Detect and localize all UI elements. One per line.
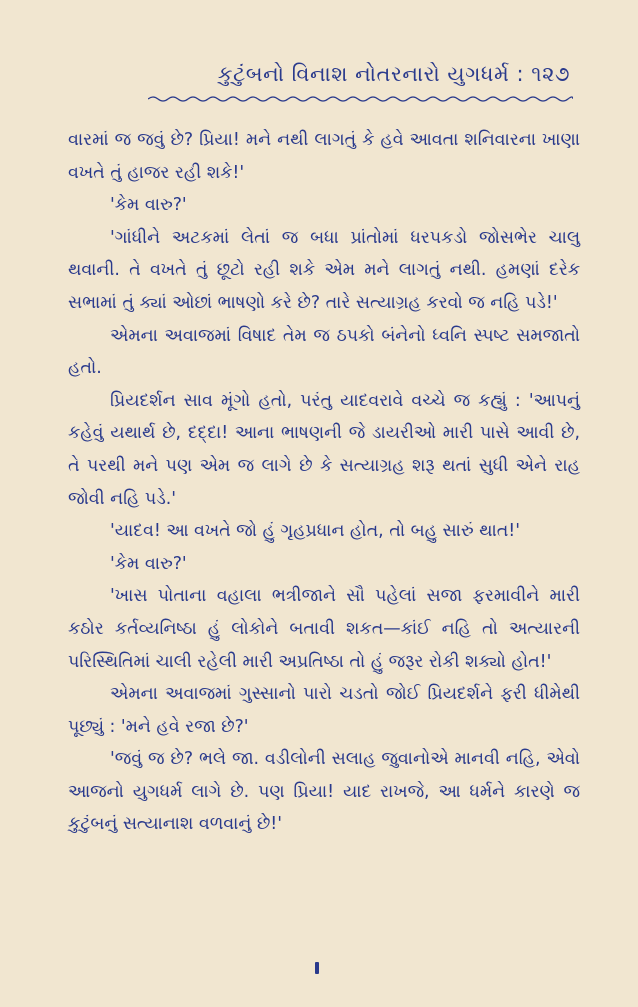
paragraph: 'જવું જ છે? ભલે જા. વડીલોની સલાહ જુવાનોએ માનવી નહિ, એવો આજનો યુગધર્મ લાગે છે. પણ પ્રિયા! યાદ રાખજે, આ ધર્મને કારણે જ કુટુંબનું સત્યાનાશ વળવાનું છે!' xyxy=(68,749,580,835)
print-mark xyxy=(315,962,319,974)
paragraph: 'કેમ વારુ?' xyxy=(110,553,187,574)
body-text xyxy=(68,124,580,841)
header-wavy-rule xyxy=(148,94,573,104)
paragraph: 'યાદવ! આ વખતે જો હું ગૃહપ્રધાન હોત, તો બહુ સારું થાત!' xyxy=(110,521,520,542)
paragraph: 'કેમ વારુ?' xyxy=(110,195,187,216)
paragraph: એમના અવાજમાં વિષાદ તેમ જ ઠપકો બંનેનો ધ્વનિ સ્પષ્ટ સમજાતો હતો. xyxy=(68,325,580,379)
paragraph: 'ગાંધીને અટકમાં લેતાં જ બધા પ્રાંતોમાં ધરપકડો જોસભેર ચાલુ થવાની. તે વખતે તું છૂટો રહી શકે એમ મને લાગતું નથી. હમણાં દરેક સભામાં તું ક્યાં ઓછાં ભાષણો કરે છે? તારે સત્યાગ્રહ કરવો જ નહિ પડે!' xyxy=(68,227,580,313)
paragraph: એમના અવાજમાં ગુસ્સાનો પારો ચડતો જોઈ પ્રિયદર્શને ફરી ધીમેથી પૂછ્યું : 'મને હવે રજા છે?' xyxy=(68,684,580,737)
paragraph: પ્રિયદર્શન સાવ મૂંગો હતો, પરંતુ યાદવરાવે વચ્ચે જ કહ્યું : 'આપનું કહેવું યથાર્થ છે, દદ્દા! આના ભાષણની જે ડાયરીઓ મારી પાસે આવી છે, તે પરથી મને પણ એમ જ લાગે છે કે સત્યાગ્રહ શરૂ થતાં સુધી એને રાહ જોવી નહિ પડે.' xyxy=(68,390,580,509)
running-header: કુટુંબનો વિનાશ નોતરનારો યુગધર્મ : ૧૨૭ xyxy=(217,62,570,86)
paragraph: વારમાં જ જવું છે? પ્રિયા! મને નથી લાગતું કે હવે આવતા શનિવારના ખાણા વખતે તું હાજર રહી શકે!' xyxy=(68,130,580,183)
paragraph: 'ખાસ પોતાના વહાલા ભત્રીજાને સૌ પહેલાં સજા ફરમાવીને મારી કઠોર કર્તવ્યનિષ્ઠા હું લોકોને બતાવી શકત—કાંઈ નહિ તો અત્યારની પરિસ્થિતિમાં ચાલી રહેલી મારી અપ્રતિષ્ઠા તો હું જરૂર રોકી શક્યો હોત!' xyxy=(68,586,580,672)
